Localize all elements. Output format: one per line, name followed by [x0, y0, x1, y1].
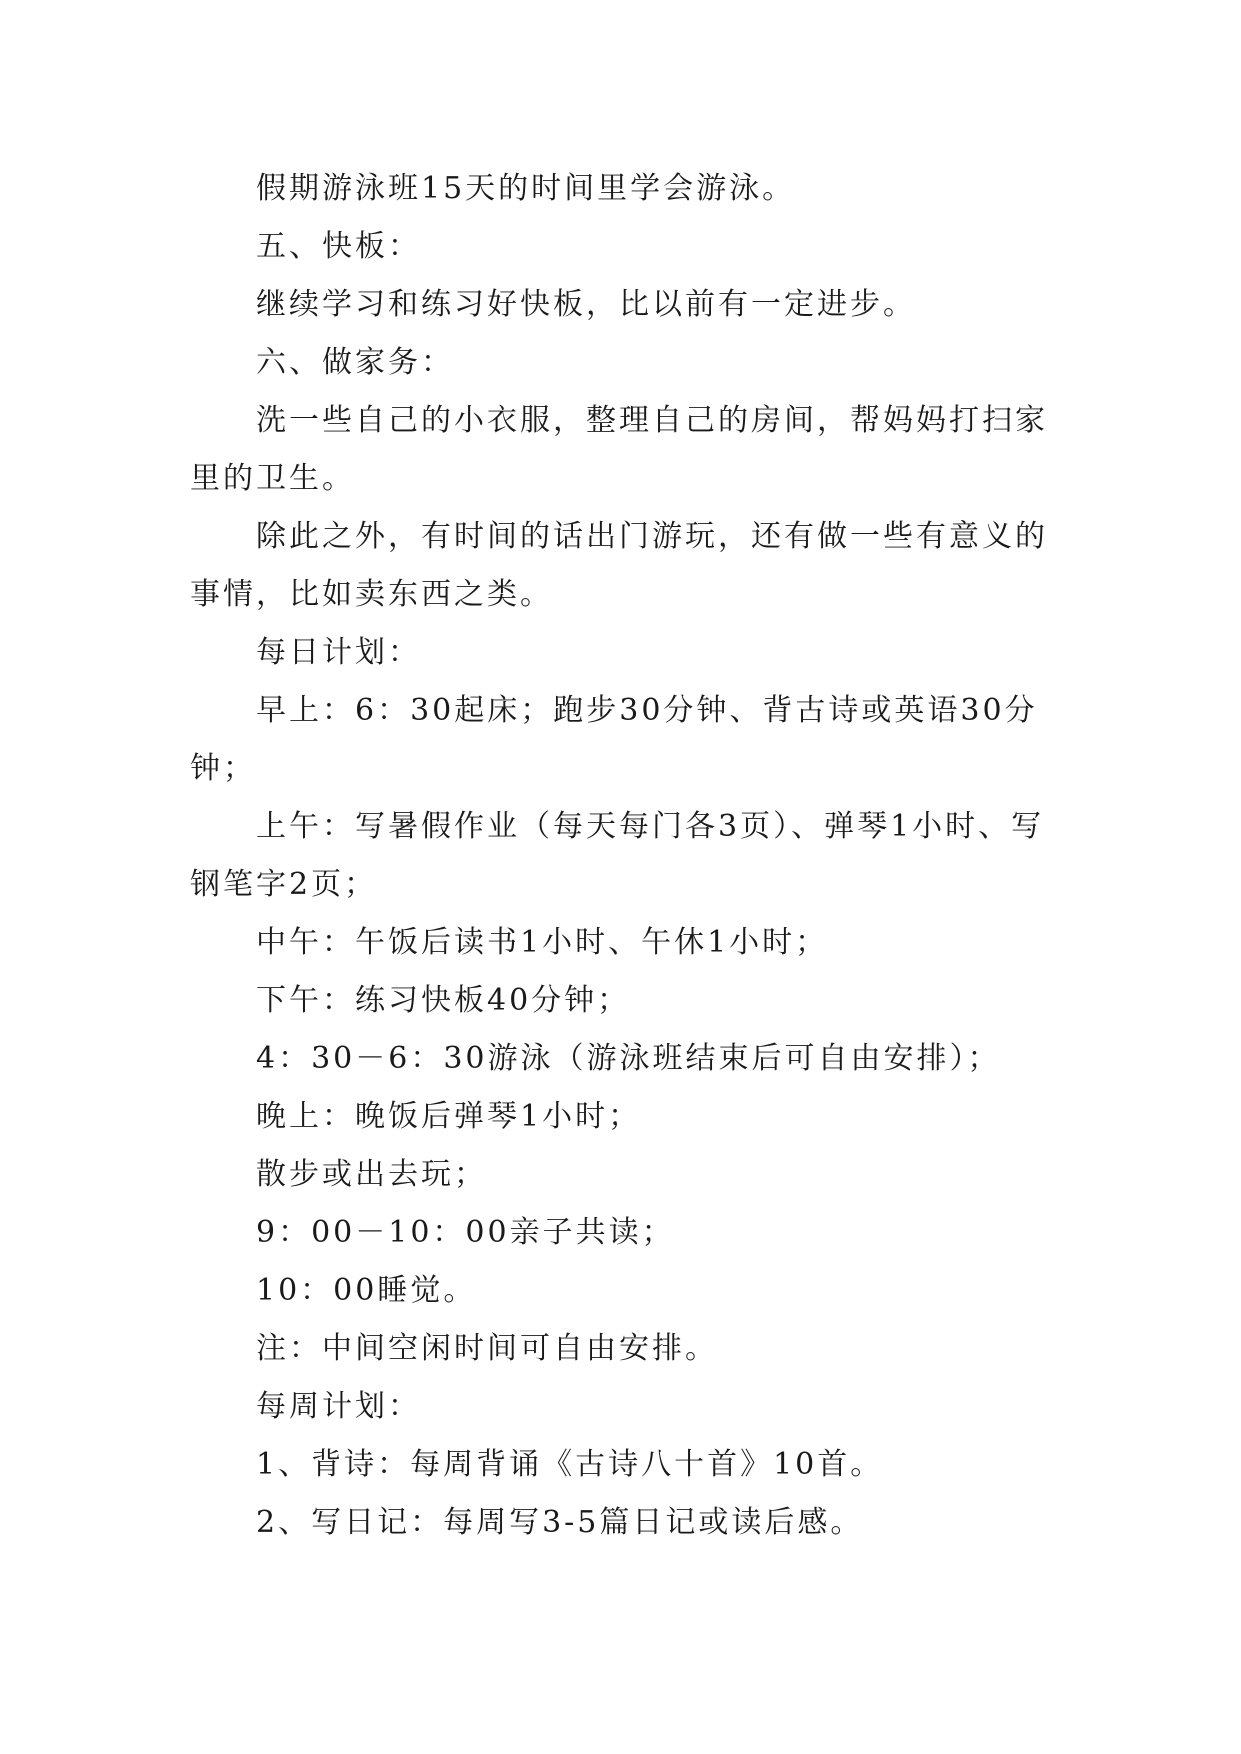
schedule-item: 9：00－10：00亲子共读；	[256, 1215, 675, 1250]
schedule-item: 早上：6：30起床；跑步30分钟、背古诗或英语30分钟；	[190, 693, 1038, 786]
schedule-item: 上午：写暑假作业（每天每门各3页）、弹琴1小时、写钢笔字2页；	[190, 809, 1045, 902]
paragraph: 假期游泳班15天的时间里学会游泳。	[256, 171, 796, 206]
paragraph: 除此之外，有时间的话出门游玩，还有做一些有意义的事情，比如卖东西之类。	[190, 519, 1048, 612]
paragraph: 继续学习和练习好快板，比以前有一定进步。	[256, 287, 916, 322]
schedule-item: 4：30－6：30游泳（游泳班结束后可自由安排）；	[256, 1041, 1001, 1076]
schedule-item: 10：00睡觉。	[256, 1273, 477, 1308]
schedule-item: 下午：练习快板40分钟；	[256, 983, 631, 1018]
schedule-item: 中午：午饭后读书1小时、午休1小时；	[256, 925, 829, 960]
document-body	[190, 160, 1050, 1552]
section-heading-daily-plan: 每日计划：	[256, 635, 421, 670]
note: 注：中间空闲时间可自由安排。	[256, 1331, 718, 1366]
schedule-item: 散步或出去玩；	[256, 1157, 487, 1192]
schedule-item: 晚上：晚饭后弹琴1小时；	[256, 1099, 642, 1134]
section-heading-kuaiban: 五、快板：	[256, 229, 421, 264]
list-item: 1、背诗：每周背诵《古诗八十首》10首。	[256, 1447, 884, 1482]
list-item: 2、写日记：每周写3-5篇日记或读后感。	[256, 1505, 864, 1540]
section-heading-weekly-plan: 每周计划：	[256, 1389, 421, 1424]
section-heading-housework: 六、做家务：	[256, 345, 454, 380]
paragraph: 洗一些自己的小衣服，整理自己的房间，帮妈妈打扫家里的卫生。	[190, 403, 1048, 496]
